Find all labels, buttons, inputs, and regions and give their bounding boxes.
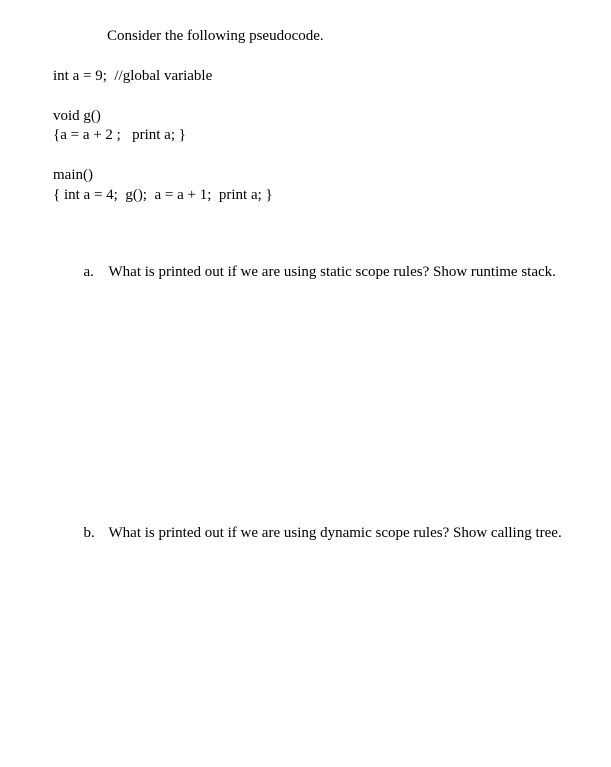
code-line-main-signature: main() xyxy=(53,167,93,183)
question-a xyxy=(76,245,556,281)
question-b xyxy=(76,506,562,542)
intro-text: Consider the following pseudocode. xyxy=(107,28,324,44)
question-a-text: What is printed out if we are using static scope rules? Show runtime stack. xyxy=(108,264,556,280)
code-line-g-signature: void g() xyxy=(53,108,101,124)
code-line-global: int a = 9; //global variable xyxy=(53,68,213,84)
code-line-main-body: { int a = 4; g(); a = a + 1; print a; } xyxy=(53,187,273,203)
question-b-text: What is printed out if we are using dynamic scope rules? Show calling tree. xyxy=(108,525,562,541)
code-line-g-body: {a = a + 2 ; print a; } xyxy=(53,127,186,143)
question-a-marker: a. xyxy=(83,264,94,280)
question-b-marker: b. xyxy=(83,525,95,541)
